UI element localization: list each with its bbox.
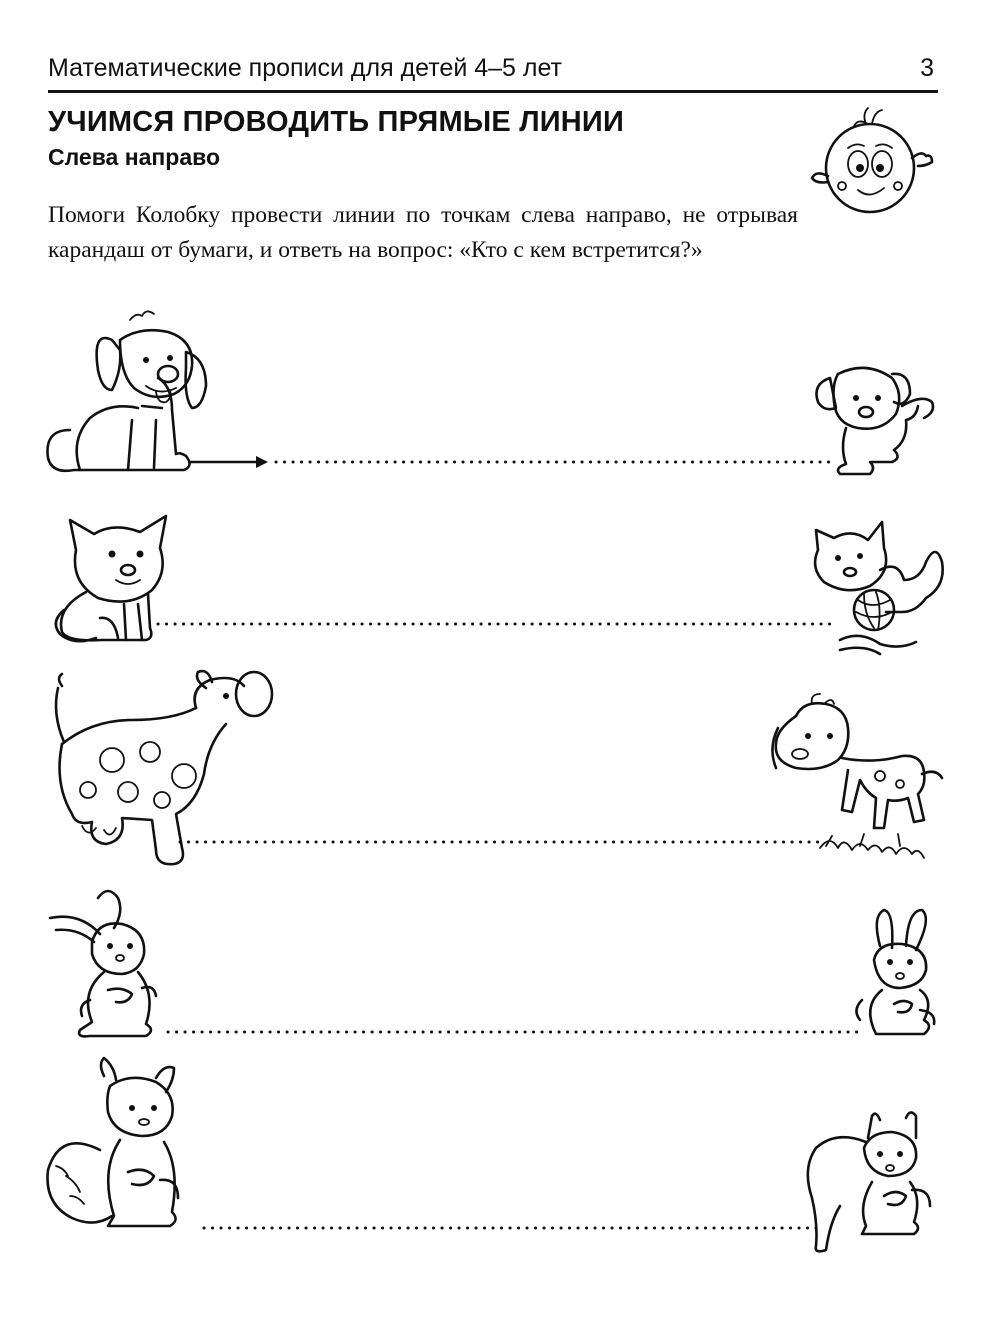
page-number: 3 (920, 54, 934, 82)
puppy-icon (817, 368, 934, 474)
baby-hare-icon (856, 910, 934, 1034)
cat-icon (56, 516, 166, 641)
series-title: Математические прописи для детей 4–5 лет (48, 54, 563, 82)
squirrel-icon (48, 1058, 179, 1226)
calf-icon (772, 694, 942, 858)
instruction-text: Помоги Колобку провести линии по точкам слева направо, не отрывая карандаш от бумаги, и ответь на вопрос: «Кто с кем встретится?» (48, 202, 798, 263)
hare-icon (50, 891, 156, 1036)
kitten-icon (815, 522, 943, 654)
start-arrow-icon (256, 456, 268, 468)
baby-squirrel-icon (808, 1112, 930, 1251)
cow-icon (56, 671, 272, 864)
dog-icon (47, 311, 206, 470)
page-title: УЧИМСЯ ПРОВОДИТЬ ПРЯМЫЕ ЛИНИИ (48, 106, 625, 138)
page-subtitle: Слева направо (48, 144, 221, 170)
